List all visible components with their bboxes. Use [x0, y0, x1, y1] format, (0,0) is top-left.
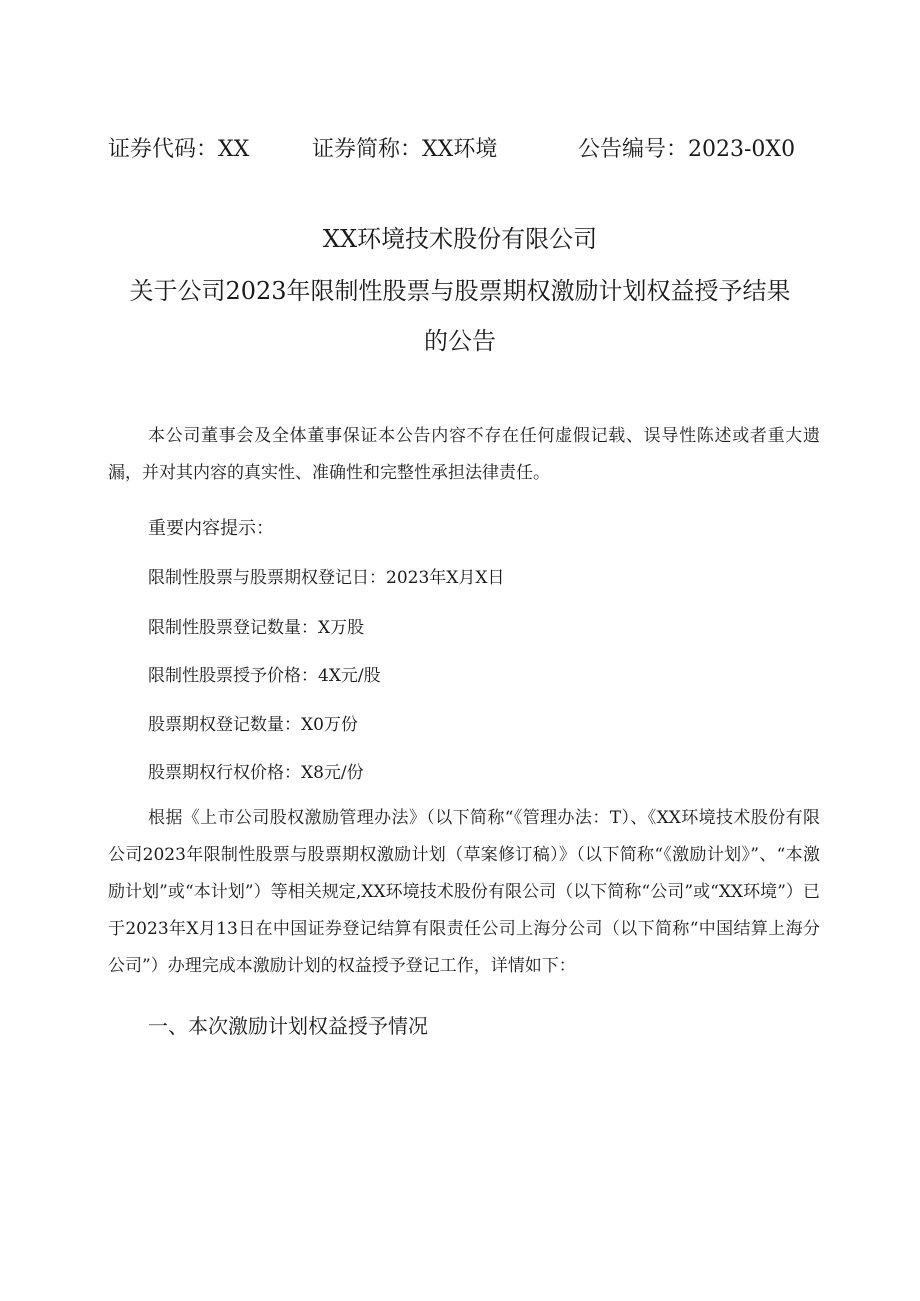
key-point-option-quantity: 股票期权登记数量：X0万份 [148, 715, 358, 735]
key-point-restricted-stock-quantity: 限制性股票登记数量：X万股 [148, 618, 365, 638]
key-point-registration-date: 限制性股票与股票期权登记日：2023年X月X日 [148, 568, 505, 588]
announcement-title-line-1: 关于公司2023年限制性股票与股票期权激励计划权益授予结果 [129, 277, 791, 305]
key-point-option-exercise-price: 股票期权行权价格：X8元/份 [148, 763, 364, 783]
announcement-header [108, 132, 828, 166]
main-paragraph: 根据《上市公司股权激励管理办法》（以下简称“《管理办法：T）、《XX环境技术股份有限公司2023年限制性股票与股票期权激励计划（草案修订稿）》（以下简称“《激励计划》”、“本激励计划”或“本计划”）等相关规定,XX环境技术股份有限公司（以下简称“公司”或“XX环境”）已于2023年X月13日在中国证券登记结算有限责任公司上海分公司（以下简称“中国结算上海分公司”）办理完成本激励计划的权益授予登记工作，详情如下： [108, 808, 820, 976]
key-point-restricted-stock-price: 限制性股票授予价格：4X元/股 [148, 666, 381, 686]
board-disclaimer: 本公司董事会及全体董事保证本公告内容不存在任何虚假记载、误导性陈述或者重大遗漏，并对其内容的真实性、准确性和完整性承担法律责任。 [108, 426, 820, 483]
announcement-number: 公告编号：2023-0X0 [578, 137, 796, 162]
company-name-title: XX环境技术股份有限公司 [322, 225, 598, 253]
announcement-title-line-2: 的公告 [424, 327, 496, 355]
security-abbreviation: 证券简称：XX环境 [312, 137, 498, 162]
section-heading-1: 一、本次激励计划权益授予情况 [148, 1014, 428, 1038]
key-points-heading: 重要内容提示： [148, 518, 274, 539]
security-code: 证券代码：XX [108, 137, 250, 162]
